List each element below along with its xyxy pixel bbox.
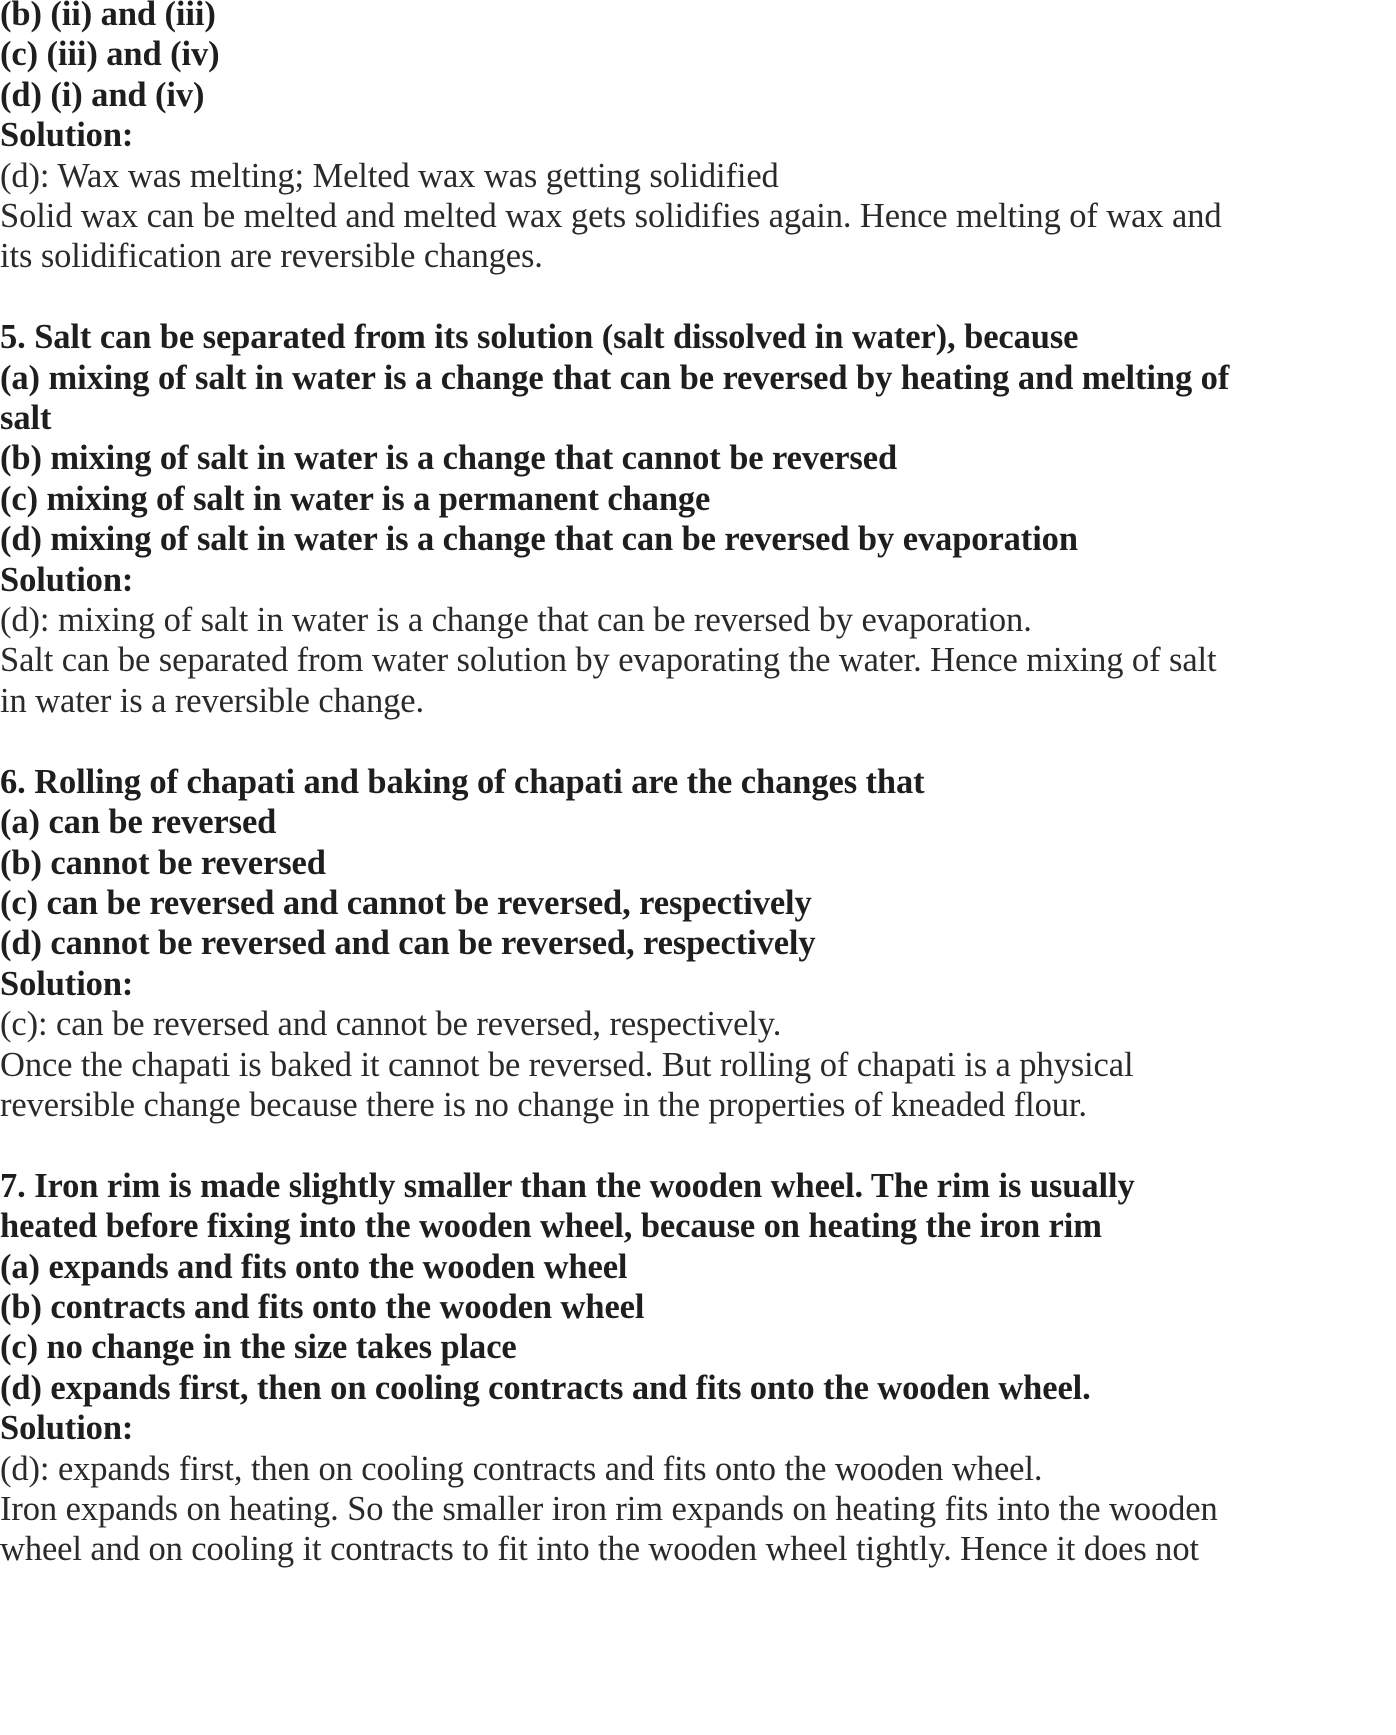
option-a-continued: salt [0, 399, 52, 438]
solution-explanation-line: its solidification are reversible changes. [0, 237, 543, 276]
option-c: (c) (iii) and (iv) [0, 35, 220, 74]
solution-explanation-line: reversible change because there is no change in the properties of kneaded flour. [0, 1085, 1087, 1124]
question-text: 5. Salt can be separated from its solution (salt dissolved in water), because [0, 318, 1079, 357]
solution-explanation-line: in water is a reversible change. [0, 681, 425, 720]
solution-answer: (d): expands first, then on cooling contracts and fits onto the wooden wheel. [0, 1449, 1043, 1488]
option-d: (d) mixing of salt in water is a change that can be reversed by evaporation [0, 520, 1078, 559]
option-c: (c) mixing of salt in water is a permanent change [0, 479, 711, 518]
solution-explanation-line: Solid wax can be melted and melted wax gets solidifies again. Hence melting of wax and [0, 197, 1222, 236]
question-text-continued: heated before fixing into the wooden wheel, because on heating the iron rim [0, 1207, 1102, 1246]
option-b: (b) contracts and fits onto the wooden wheel [0, 1287, 645, 1326]
question-4-tail [0, 0, 1396, 277]
paragraph-gap [0, 721, 1396, 761]
solution-explanation-line: Salt can be separated from water solution by evaporating the water. Hence mixing of salt [0, 641, 1217, 680]
solution-explanation-line: Once the chapati is baked it cannot be reversed. But rolling of chapati is a physical [0, 1045, 1134, 1084]
option-d: (d) (i) and (iv) [0, 75, 205, 114]
option-b: (b) (ii) and (iii) [0, 0, 216, 33]
option-c: (c) can be reversed and cannot be reversed, respectively [0, 883, 812, 922]
solution-answer: (c): can be reversed and cannot be reversed, respectively. [0, 1005, 782, 1044]
option-a: (a) mixing of salt in water is a change that can be reversed by heating and melting of [0, 358, 1230, 397]
question-6 [0, 762, 1396, 1126]
option-a: (a) expands and fits onto the wooden wheel [0, 1247, 628, 1286]
solution-explanation-line: wheel and on cooling it contracts to fit into the wooden wheel tightly. Hence it does not [0, 1530, 1199, 1569]
solution-label: Solution: [0, 116, 134, 155]
option-b: (b) cannot be reversed [0, 843, 326, 882]
option-a: (a) can be reversed [0, 803, 277, 842]
option-b: (b) mixing of salt in water is a change that cannot be reversed [0, 439, 898, 478]
solution-label: Solution: [0, 1409, 134, 1448]
solution-explanation-line: Iron expands on heating. So the smaller iron rim expands on heating fits into the wooden [0, 1489, 1218, 1528]
option-d: (d) expands first, then on cooling contracts and fits onto the wooden wheel. [0, 1368, 1091, 1407]
question-text: 7. Iron rim is made slightly smaller than the wooden wheel. The rim is usually [0, 1166, 1135, 1205]
solution-label: Solution: [0, 964, 134, 1003]
option-d: (d) cannot be reversed and can be reversed, respectively [0, 924, 816, 963]
solution-label: Solution: [0, 560, 134, 599]
question-7 [0, 1166, 1396, 1570]
question-text: 6. Rolling of chapati and baking of chapati are the changes that [0, 762, 925, 801]
paragraph-gap [0, 277, 1396, 317]
option-c: (c) no change in the size takes place [0, 1328, 517, 1367]
solution-answer: (d): mixing of salt in water is a change that can be reversed by evaporation. [0, 601, 1032, 640]
question-5 [0, 317, 1396, 721]
paragraph-gap [0, 1125, 1396, 1165]
solution-answer: (d): Wax was melting; Melted wax was getting solidified [0, 156, 779, 195]
